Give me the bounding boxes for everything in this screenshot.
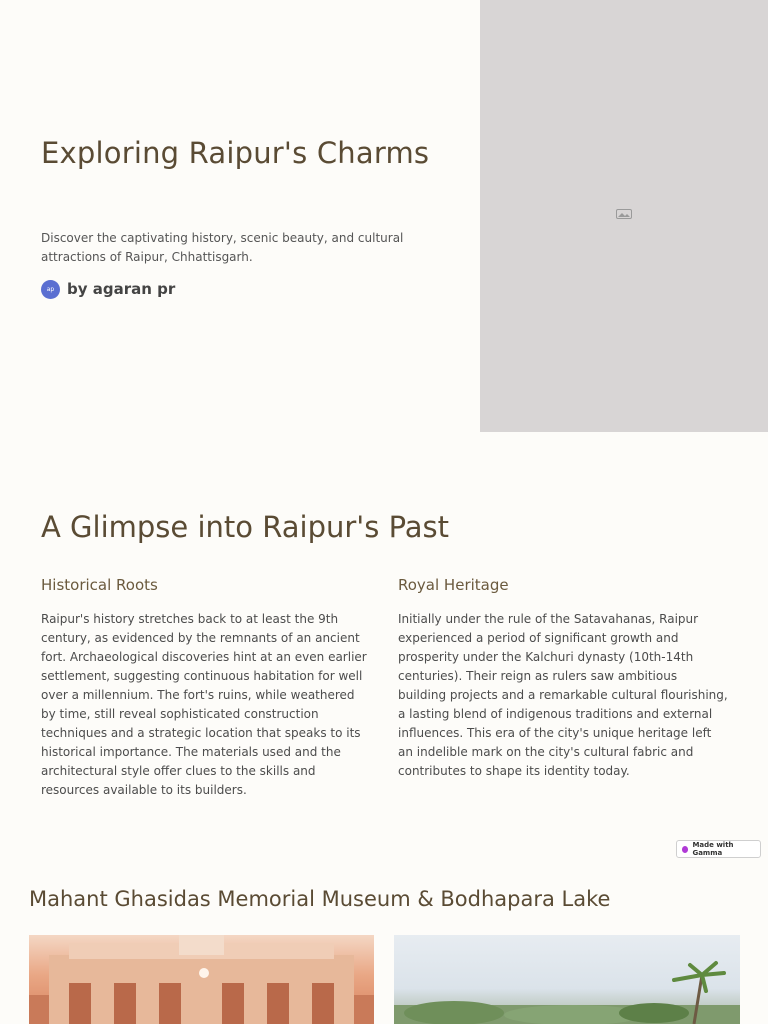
lake-photo	[394, 935, 740, 1024]
museum-facade-illustration	[29, 935, 374, 1024]
gamma-logo-icon	[682, 846, 688, 853]
museum-photo	[29, 935, 374, 1024]
lake-scene-illustration	[394, 935, 740, 1024]
history-column-body: Initially under the rule of the Satavahanas, Raipur experienced a period of significant growth and prosperity under the Kalchuri dynasty (10th-14th centuries). Their reign as rulers saw ambitious building projects and a remarkable cultural flourishing, a lasting blend of indigenous traditions and external influences. This era of the city's unique heritage left an indelible mark on the city's cultural fabric and contributes to shape its identity today.	[398, 612, 728, 778]
history-column-heritage	[398, 576, 728, 781]
page-title: Exploring Raipur's Charms	[41, 136, 430, 170]
avatar[interactable]: ap	[41, 280, 60, 299]
page-subtitle: Discover the captivating history, scenic beauty, and cultural attractions of Raipur, Chhattisgarh.	[41, 231, 404, 264]
history-column-heading: Historical Roots	[41, 576, 158, 594]
author-name[interactable]: by agaran pr	[67, 280, 176, 298]
made-with-gamma-badge[interactable]	[676, 840, 761, 858]
history-column-heading: Royal Heritage	[398, 576, 509, 594]
history-column-body: Raipur's history stretches back to at least the 9th century, as evidenced by the remnants of an ancient fort. Archaeological discoveries hint at an even earlier settlement, suggesting continuous habitation for well over a millennium. The fort's ruins, while weathered by time, still reveal sophisticated construction techniques and a strategic location that speaks to its historical importance. The materials used and the architectural style offer clues to the skills and resources available to its builders.	[41, 612, 367, 797]
history-column-roots	[41, 576, 371, 800]
history-section-title: A Glimpse into Raipur's Past	[41, 510, 450, 544]
badge-label: Made with Gamma	[692, 841, 734, 857]
image-placeholder-icon	[616, 209, 632, 219]
author-byline[interactable]	[41, 279, 175, 299]
attractions-section-title: Mahant Ghasidas Memorial Museum & Bodhapara Lake	[29, 887, 611, 911]
